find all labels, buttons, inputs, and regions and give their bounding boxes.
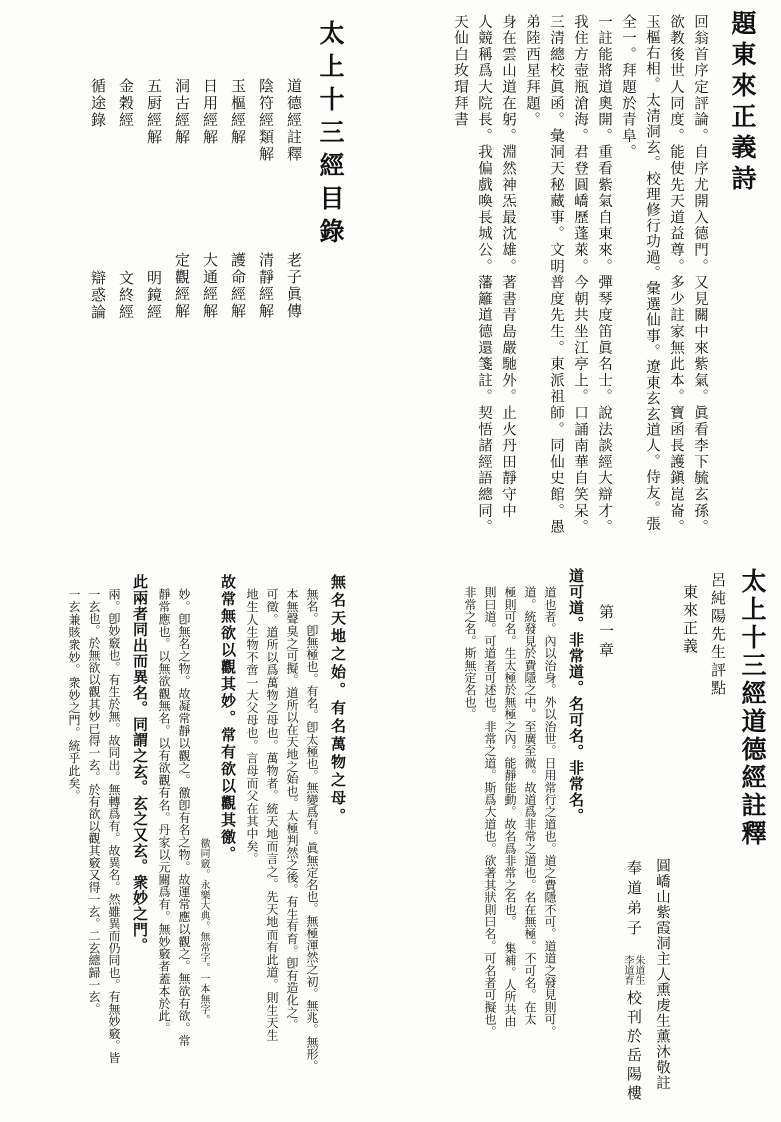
toc-title: 太上十三經目錄 (316, 20, 345, 251)
toc-entry: 道德經註釋 (285, 78, 303, 163)
poem-line: 玉樞右相。太清洞玄。校理修行功過。彙選仙事。遼東玄玄道人。侍友。張 (644, 14, 660, 533)
commentary-line: 無名。卽無極也。有名。卽太極也。無變爲有。眞無定名也。無極渾然之初。無兆。無形。 (305, 588, 319, 1072)
toc-entry: 老子眞傳 (285, 252, 303, 320)
editor-prefix: 奉道弟子 (625, 860, 643, 940)
commentary-line: 極則可名。生太極於無極之內。能靜能動。故名爲非常之名也。 集補。人所共由 (503, 586, 517, 1028)
toc-entry: 定觀經解 (173, 252, 191, 320)
toc-entry: 日用經解 (201, 78, 219, 146)
commentary-line: 靜常應也。以無欲觀無名。以有欲觀有名。丹家以元關爲有。無妙竅者蓋本於此。 (157, 588, 171, 1035)
poem-line: 欲教後世人同度。能使先天道益尊。多少註家無此本。寶函長護鎭崑崙。 (668, 14, 684, 536)
commentary-line: 一玄兼賅衆妙。衆妙之門。統乎此矣。 (67, 588, 81, 803)
editor-note: 朱道生 (633, 955, 644, 985)
toc-entry: 護命經解 (229, 252, 247, 320)
commentary-line: 本無聲臭之可擬。道所以在天地之始也。太極判然之後。有生有育。卽有造化之。 (285, 588, 299, 1031)
sutra-line: 此兩者同出而異名。同謂之玄。玄之又玄。衆妙之門。 (131, 574, 149, 954)
work-name: 東來正義 (681, 584, 699, 656)
toc-entry: 五厨經解 (145, 78, 163, 146)
commentary-line: 兩。卽妙竅也。有生於無。故同出。無轉爲有。故異名。然雖異而仍同也。有無妙竅。皆 (107, 588, 121, 1064)
sutra-line: 無名天地之始。有名萬物之母。 (329, 574, 347, 826)
commentary-line: 可徵。道所以爲萬物之母也。萬物者。統天地而言之。先天地而有此道。則生天生 (265, 588, 279, 1042)
commentary-line: 道。統發見於費隱之中。至廣至微。故道爲非常之道也。名在無極。不可名。在太 (523, 586, 537, 1026)
poem-line: 人競稱爲大院長。我偏戲喚長城公。藩籬道德還箋註。契悟諸經語總同。 (476, 14, 492, 536)
toc-entry: 明鏡經 (145, 270, 163, 321)
poem-line: 我住方壺瓶滄海。君登圓嶠歷蓬萊。今朝共坐江亭上。口誦南華自笑呆。 (572, 14, 588, 536)
sutra-note: 徼同竅。永樂大典。無常字。一本無字。 (198, 838, 209, 1026)
sutra-line: 故常無欲以觀其妙。常有欲以觀其徼。 (219, 574, 237, 863)
commentary-line: 非常之名。斯無定名也。 (463, 586, 477, 721)
commentator-line: 呂純陽先生評點 (709, 572, 727, 698)
toc-entry: 循途錄 (89, 78, 107, 129)
toc-entry: 陰符經類解 (257, 78, 275, 163)
toc-entry: 洞古經解 (173, 78, 191, 146)
toc-entry: 金穀經 (117, 78, 135, 129)
chapter-label: 第一章 (597, 604, 615, 661)
poem-line: 回翁首序定評論。自序尤開入德門。又見關中來紫氣。眞看李下毓玄孫。 (692, 14, 708, 536)
poem-line: 天仙白玫瑁拜書 (452, 14, 468, 129)
poem-line: 弟陸西星拜題。 (524, 14, 540, 129)
editor-note: 李道育 (622, 955, 633, 985)
commentary-line: 地生人生物不啻一大父母也。言母而父在其中矣。 (245, 588, 259, 866)
poem-line: 一註能將道奧開。重看紫氣自東來。彈琴度笛眞名士。說法談經大辯才。 (596, 14, 612, 536)
poem-line: 全一。拜題於青阜。 (620, 14, 636, 161)
poem-title: 題東來正義詩 (728, 10, 757, 196)
commentary-line: 則曰道。可道者可述也。非常之道。斯爲大道也。欲著其狀則曰名。可名者可擬也。 (483, 586, 497, 1038)
poem-line: 身在雲山道在躬。淵然神炁最沈雄。著書青島嚴馳外。止火丹田靜守中 (500, 14, 516, 520)
chapter-main-title: 太上十三經道德經註釋 (738, 568, 767, 848)
toc-entry: 大通經解 (201, 252, 219, 320)
commentary-line: 道也者。內以治身。外以治世。日用常行之道也。道之費隱不可。道道之發見則可。 (543, 586, 557, 1038)
editor-suffix: 校刊於岳陽樓 (625, 990, 643, 1104)
toc-entry: 文終經 (117, 270, 135, 321)
poem-line: 三清總校眞函。彙洞天秘藏事。文明普度先生。東派祖師。同仙史館。愚 (548, 14, 564, 536)
author-line: 圓嶠山紫霞洞主人熏䖍生薰沐敬註 (654, 858, 670, 1091)
toc-entry: 辯惑論 (89, 270, 107, 321)
commentary-line: 一玄也。於無欲以觀其妙已得一玄。於有欲以觀其竅又得一玄。二玄總歸一玄。 (87, 588, 101, 1015)
toc-entry: 清靜經解 (257, 252, 275, 320)
sutra-line: 道可道。非常道。名可名。非常名。 (567, 568, 585, 824)
toc-entry: 玉樞經解 (229, 78, 247, 146)
commentary-line: 妙。卽無名之物。故凝常靜以觀之。徼卽有名之物。故運常應以觀之。無欲有欲。常 (177, 588, 191, 1047)
